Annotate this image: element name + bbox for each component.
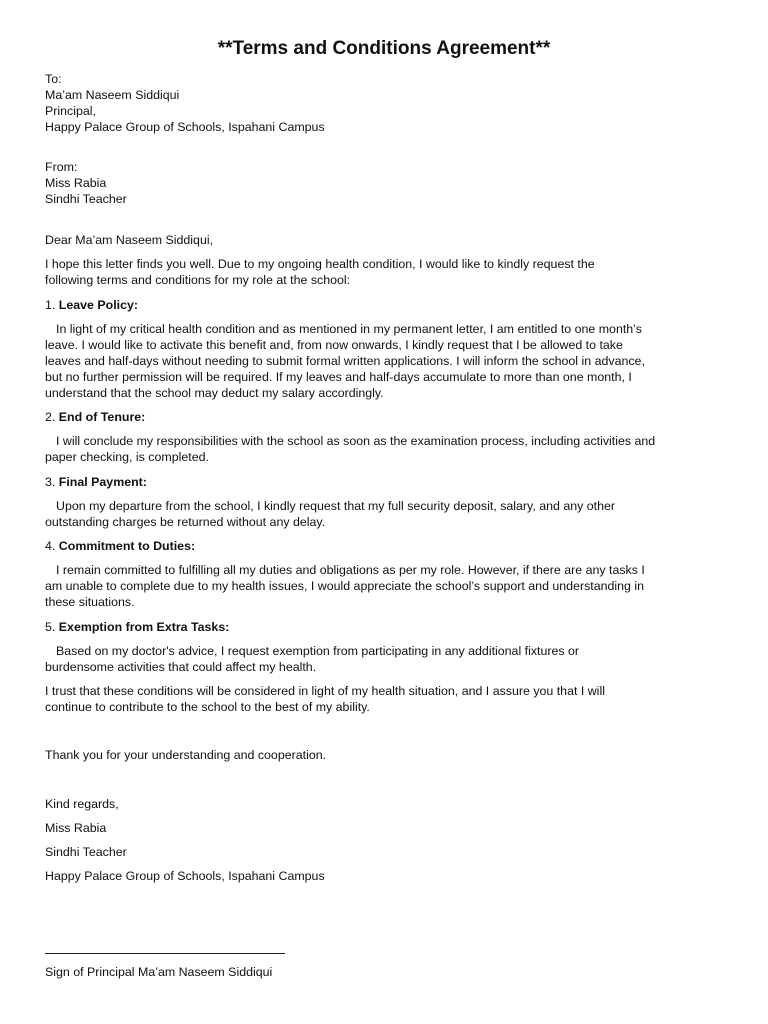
term-number: 1. [45,298,56,312]
closing-line: I trust that these conditions will be considered in light of my health situation, and I assure you that I will [45,684,605,698]
term-number: 3. [45,475,56,489]
term-body-line: Upon my departure from the school, I kindly request that my full security deposit, salary, and any other [56,499,615,513]
intro-line: I hope this letter finds you well. Due to my ongoing health condition, I would like to kindly request the [45,257,595,271]
term-heading: Final Payment: [58,475,147,489]
term-body-line: burdensome activities that could affect my health. [45,660,317,674]
term-number: 2. [45,410,56,424]
term-body-line: outstanding charges be returned without any delay. [45,515,326,529]
term-body-line: In light of my critical health condition and as mentioned in my permanent letter, I am entitled to one month’s [56,322,642,336]
term-heading-end-of-tenure [45,409,145,425]
term-heading: Leave Policy: [58,298,138,312]
closing-line: continue to contribute to the school to the best of my ability. [45,700,370,714]
term-body-line: I will conclude my responsibilities with the school as soon as the examination process, including activities and [56,434,656,448]
term-heading-commitment-to-duties [45,538,195,554]
thanks-line: Thank you for your understanding and cooperation. [45,748,327,762]
signoff-role: Sindhi Teacher [45,845,127,859]
term-body-line: but no further permission will be required. If my leaves and half-days accumulate to more than one month, I [45,370,632,384]
intro-line: following terms and conditions for my role at the school: [45,273,351,287]
term-body-line: I remain committed to fulfilling all my duties and obligations as per my role. However, if there are any tasks I [56,563,645,577]
salutation: Dear Ma’am Naseem Siddiqui, [45,233,214,247]
from-label: From: [45,160,78,174]
term-body-line: leave. I would like to activate this benefit and, from now onwards, I kindly request that I be allowed to take [45,338,623,352]
term-body-line: paper checking, is completed. [45,450,209,464]
term-heading-leave-policy [45,297,138,313]
to-label: To: [45,72,62,86]
term-heading-final-payment [45,474,147,490]
to-org: Happy Palace Group of Schools, Ispahani Campus [45,120,325,134]
signature-line [45,953,285,954]
document-title: **Terms and Conditions Agreement** [217,38,551,59]
term-heading: Exemption from Extra Tasks: [58,620,230,634]
term-body-line: Based on my doctor's advice, I request exemption from participating in any additional fixtures or [56,644,580,658]
from-name: Miss Rabia [45,176,107,190]
signoff-regards: Kind regards, [45,797,119,811]
term-heading: Commitment to Duties: [58,539,196,553]
signature-caption: Sign of Principal Ma’am Naseem Siddiqui [45,965,273,979]
term-heading: End of Tenure: [58,410,146,424]
term-body-line: leaves and half-days without needing to submit formal written applications. I will inform the school in advance, [45,354,645,368]
term-number: 4. [45,539,56,553]
term-heading-exemption [45,619,229,635]
from-role: Sindhi Teacher [45,192,127,206]
term-number: 5. [45,620,56,634]
signoff-org: Happy Palace Group of Schools, Ispahani Campus [45,869,325,883]
term-body-line: understand that the school may deduct my salary accordingly. [45,386,384,400]
to-name: Ma’am Naseem Siddiqui [45,88,180,102]
signoff-name: Miss Rabia [45,821,107,835]
term-body-line: these situations. [45,595,135,609]
term-body-line: am unable to complete due to my health issues, I would appreciate the school’s support and understanding in [45,579,645,593]
to-role: Principal, [45,104,96,118]
